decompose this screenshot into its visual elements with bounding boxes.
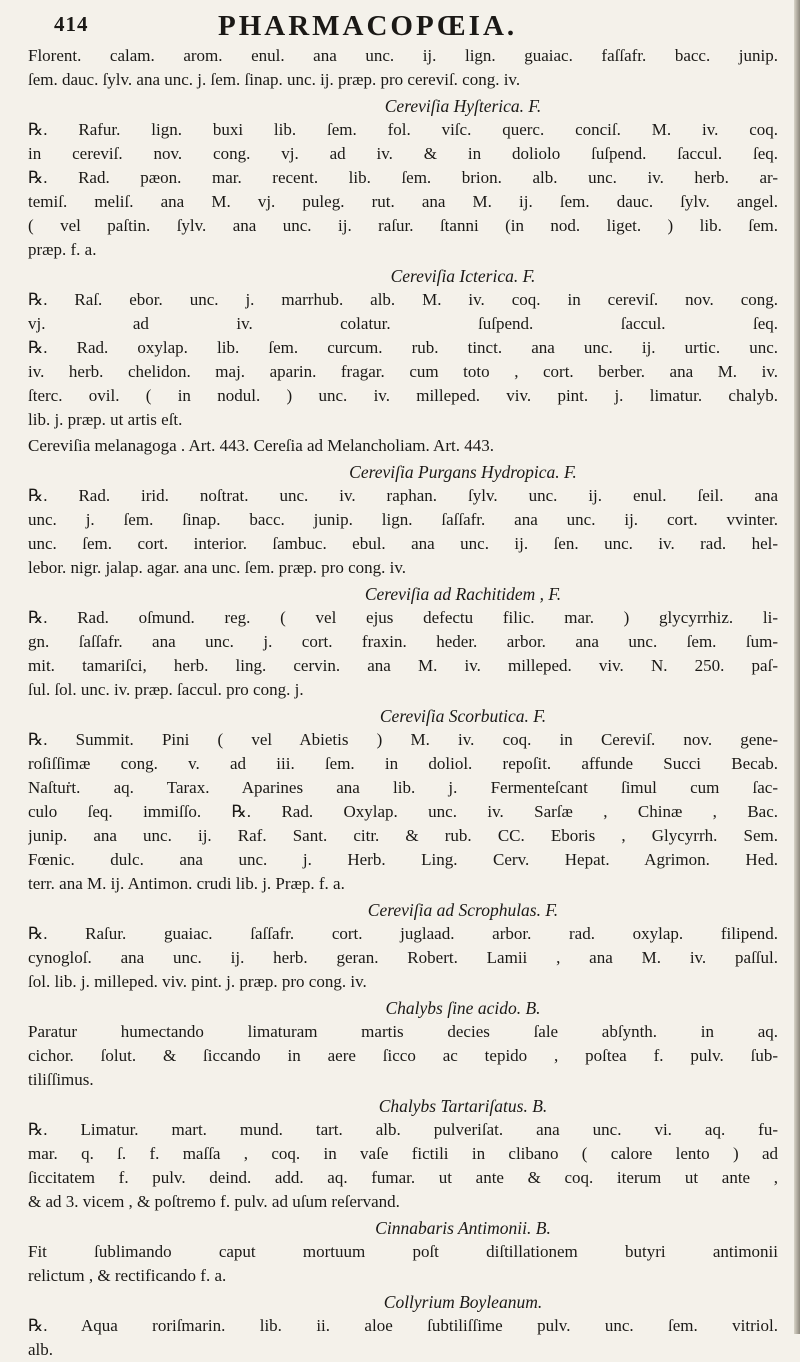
text-line: mar. q. ſ. f. maſſa , coq. in vaſe fictili in clibano ( calore lento ) ad <box>28 1144 778 1163</box>
recipe-block <box>28 1094 778 1214</box>
text-line: mit. tamariſci, herb. ling. cervin. ana M. iv. milleped. viv. N. 250. paſ- <box>28 656 778 675</box>
text-line: ℞. Rad. pæon. mar. recent. lib. ſem. brion. alb. unc. iv. herb. ar- <box>28 168 778 187</box>
text-line: ℞. Summit. Pini ( vel Abietis ) M. iv. coq. in Cereviſ. nov. gene- <box>28 730 778 749</box>
recipe-block <box>28 1290 778 1362</box>
text-line: ℞. Limatur. mart. mund. tart. alb. pulveriſat. ana unc. vi. aq. fu- <box>28 1120 778 1139</box>
text-line: vj. ad iv. colatur. ſuſpend. ſaccul. ſeq. <box>28 314 778 333</box>
text-line: roſiſſimæ cong. v. ad iii. ſem. in doliol. repoſit. affunde Succi Becab. <box>28 754 778 773</box>
text-line: Naſtuṙt. aq. Tarax. Aparines ana lib. j. Fermenteſcant ſimul cum ſac- <box>28 778 778 797</box>
recipe-block <box>28 264 778 432</box>
recipe-block <box>28 704 778 896</box>
text-line: lib. j. præp. ut artis eſt. <box>28 410 183 429</box>
text-line: alb. <box>28 1340 54 1359</box>
recipe-title: Chalybs ſine acido. B. <box>385 998 541 1018</box>
text-line: cynogloſ. ana unc. ij. herb. geran. Robert. Lamii , ana M. iv. paſſul. <box>28 948 778 967</box>
page-body <box>28 44 778 1362</box>
text-line: cichor. ſolut. & ſiccando in aere ſicco ac tepido , poſtea f. pulv. ſub- <box>28 1046 778 1065</box>
text-line: Paratur humectando limaturam martis decies ſale abſynth. in aq. <box>28 1022 778 1041</box>
recipe-block <box>28 996 778 1092</box>
page-header <box>28 10 778 44</box>
text-line: Fœnic. dulc. ana unc. j. Herb. Ling. Cerv. Hepat. Agrimon. Hed. <box>28 850 778 869</box>
text-line: Cereviſia melanagoga . Art. 443. Cereſia ad Melancholiam. Art. 443. <box>28 436 494 455</box>
recipe-title: Cereviſia ad Scrophulas. F. <box>367 900 559 920</box>
text-line: ſul. ſol. unc. iv. præp. ſaccul. pro cong. j. <box>28 680 304 699</box>
recipe-block <box>28 1216 778 1288</box>
text-line: lebor. nigr. jalap. agar. ana unc. ſem. præp. pro cong. iv. <box>28 558 406 577</box>
text-line: ℞. Raſ. ebor. unc. j. marrhub. alb. M. iv. coq. in cereviſ. nov. cong. <box>28 290 778 309</box>
text-line: ℞. Aqua roriſmarin. lib. ii. aloe ſubtiliſſime pulv. unc. ſem. vitriol. <box>28 1316 778 1335</box>
recipe-block <box>28 434 778 458</box>
text-line: tiliſſimus. <box>28 1070 94 1089</box>
page-edge <box>794 0 800 1334</box>
text-line: culo ſeq. immiſſo. ℞. Rad. Oxylap. unc. iv. Sarſæ , Chinæ , Bac. <box>28 802 778 821</box>
text-line: ℞. Rad. oxylap. lib. ſem. curcum. rub. tinct. ana unc. ij. urtic. unc. <box>28 338 778 357</box>
text-line: ſem. dauc. ſylv. ana unc. j. ſem. ſinap. unc. ij. præp. pro cereviſ. cong. iv. <box>28 70 521 89</box>
recipe-block <box>28 460 778 580</box>
text-line: ℞. Rad. oſmund. reg. ( vel ejus defectu filic. mar. ) glycyrrhiz. li- <box>28 608 778 627</box>
page-number: 414 <box>54 12 89 36</box>
text-line: ſol. lib. j. milleped. viv. pint. j. præp. pro cong. iv. <box>28 972 367 991</box>
text-line: Florent. calam. arom. enul. ana unc. ij. lign. guaiac. faſſafr. bacc. junip. <box>28 46 778 65</box>
text-line: ( vel paſtin. ſylv. ana unc. ij. raſur. ſtanni (in nod. liget. ) lib. ſem. <box>28 216 778 235</box>
running-title: PHARMACOPŒIA. <box>218 10 518 42</box>
recipe-title: Collyrium Boyleanum. <box>383 1292 543 1312</box>
text-line: terr. ana M. ij. Antimon. crudi lib. j. Præp. f. a. <box>28 874 345 893</box>
text-line: ℞. Rafur. lign. buxi lib. ſem. fol. viſc. querc. conciſ. M. iv. coq. <box>28 120 778 139</box>
recipe-title: Cereviſia Purgans Hydropica. F. <box>349 462 577 482</box>
text-line: ſiccitatem f. pulv. deind. add. aq. fumar. ut ante & coq. iterum ut ante , <box>28 1168 778 1187</box>
text-line: temiſ. meliſ. ana M. vj. puleg. rut. ana M. ij. ſem. dauc. ſylv. angel. <box>28 192 778 211</box>
text-line: gn. ſaſſafr. ana unc. j. cort. fraxin. heder. arbor. ana unc. ſem. ſum- <box>28 632 778 651</box>
text-line: ſterc. ovil. ( in nodul. ) unc. iv. milleped. viv. pint. j. limatur. chalyb. <box>28 386 778 405</box>
recipe-title: Cinnabaris Antimonii. B. <box>375 1218 551 1238</box>
text-line: ℞. Rad. irid. noſtrat. unc. iv. raphan. ſylv. unc. ij. enul. ſeil. ana <box>28 486 778 505</box>
text-line: & ad 3. vicem , & poſtremo f. pulv. ad uſum reſervand. <box>28 1192 400 1211</box>
recipe-block <box>28 94 778 262</box>
text-line: in cereviſ. nov. cong. vj. ad iv. & in doliolo ſuſpend. ſaccul. ſeq. <box>28 144 778 163</box>
text-line: junip. ana unc. ij. Raf. Sant. citr. & rub. CC. Eboris , Glycyrrh. Sem. <box>28 826 778 845</box>
recipe-block <box>28 44 778 92</box>
text-line: præp. f. a. <box>28 240 97 259</box>
recipe-title: Cereviſia Scorbutica. F. <box>379 706 547 726</box>
text-line: Fit ſublimando caput mortuum poſt diſtillationem butyri antimonii <box>28 1242 778 1261</box>
recipe-title: Chalybs Tartariſatus. B. <box>378 1096 548 1116</box>
recipe-block <box>28 582 778 702</box>
text-line: relictum , & rectificando f. a. <box>28 1266 227 1285</box>
text-line: unc. ſem. cort. interior. ſambuc. ebul. ana unc. ij. ſen. unc. iv. rad. hel- <box>28 534 778 553</box>
recipe-title: Cereviſia Hyſterica. F. <box>384 96 542 116</box>
recipe-title: Cereviſia ad Rachitidem , F. <box>364 584 562 604</box>
recipe-title: Cereviſia Icterica. F. <box>390 266 536 286</box>
recipe-block <box>28 898 778 994</box>
text-line: unc. j. ſem. ſinap. bacc. junip. lign. ſaſſafr. ana unc. ij. cort. vvinter. <box>28 510 778 529</box>
text-line: ℞. Raſur. guaiac. ſaſſafr. cort. juglaad. arbor. rad. oxylap. filipend. <box>28 924 778 943</box>
text-line: iv. herb. chelidon. maj. aparin. fragar. cum toto , cort. berber. ana M. iv. <box>28 362 778 381</box>
